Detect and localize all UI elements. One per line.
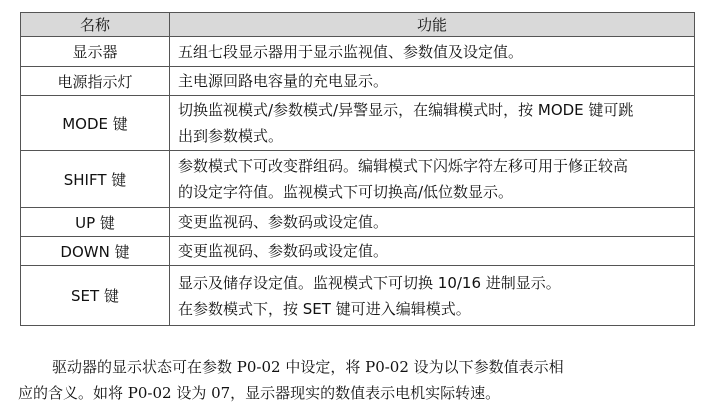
header-name: 名称	[21, 13, 170, 37]
function-line: 的设定字符值。监视模式下可切换高/低位数显示。	[178, 183, 514, 201]
row-function-display	[170, 37, 695, 67]
table-row	[21, 208, 695, 237]
function-line: 出到参数模式。	[178, 127, 284, 145]
function-line: 切换监视模式/参数模式/异警显示，在编辑模式时，按 MODE 键可跳	[178, 101, 634, 119]
function-line: 变更监视码、参数码或设定值。	[178, 242, 389, 260]
row-name-display: 显示器	[21, 37, 170, 67]
table-row	[21, 237, 695, 266]
row-function-down-key	[170, 237, 695, 266]
function-table	[20, 12, 695, 326]
row-name-up-key: UP 键	[21, 208, 170, 237]
paragraph-line	[18, 354, 708, 380]
row-function-up-key	[170, 208, 695, 237]
row-name-shift-key: SHIFT 键	[21, 151, 170, 208]
function-line: 参数模式下可改变群组码。编辑模式下闪烁字符左移可用于修正较高	[178, 157, 629, 175]
function-line: 主电源回路电容量的充电显示。	[178, 72, 389, 90]
table-row	[21, 96, 695, 151]
row-function-shift-key	[170, 151, 695, 208]
table-row	[21, 266, 695, 326]
table-header-row	[21, 13, 695, 37]
paragraph-line: 应的含义。如将 P0-02 设为 07，显示器现实的数值表示电机实际转速。	[18, 384, 501, 402]
header-function: 功能	[170, 13, 695, 37]
row-name-set-key: SET 键	[21, 266, 170, 326]
paragraph-line-text: 驱动器的显示状态可在参数 P0-02 中设定，将 P0-02 设为以下参数值表示相	[52, 358, 564, 376]
function-line: 五组七段显示器用于显示监视值、参数值及设定值。	[178, 42, 524, 61]
body-paragraph	[18, 354, 708, 406]
function-line: 在参数模式下，按 SET 键可进入编辑模式。	[178, 299, 471, 318]
table-row	[21, 67, 695, 96]
row-name-down-key: DOWN 键	[21, 237, 170, 266]
table-row	[21, 37, 695, 67]
function-line: 变更监视码、参数码或设定值。	[178, 213, 389, 231]
row-function-mode-key	[170, 96, 695, 151]
row-name-power-indicator: 电源指示灯	[21, 67, 170, 96]
table-row	[21, 151, 695, 208]
row-name-mode-key: MODE 键	[21, 96, 170, 151]
function-line: 显示及储存设定值。监视模式下可切换 10/16 进制显示。	[178, 273, 561, 292]
row-function-set-key	[170, 266, 695, 326]
row-function-power-indicator	[170, 67, 695, 96]
